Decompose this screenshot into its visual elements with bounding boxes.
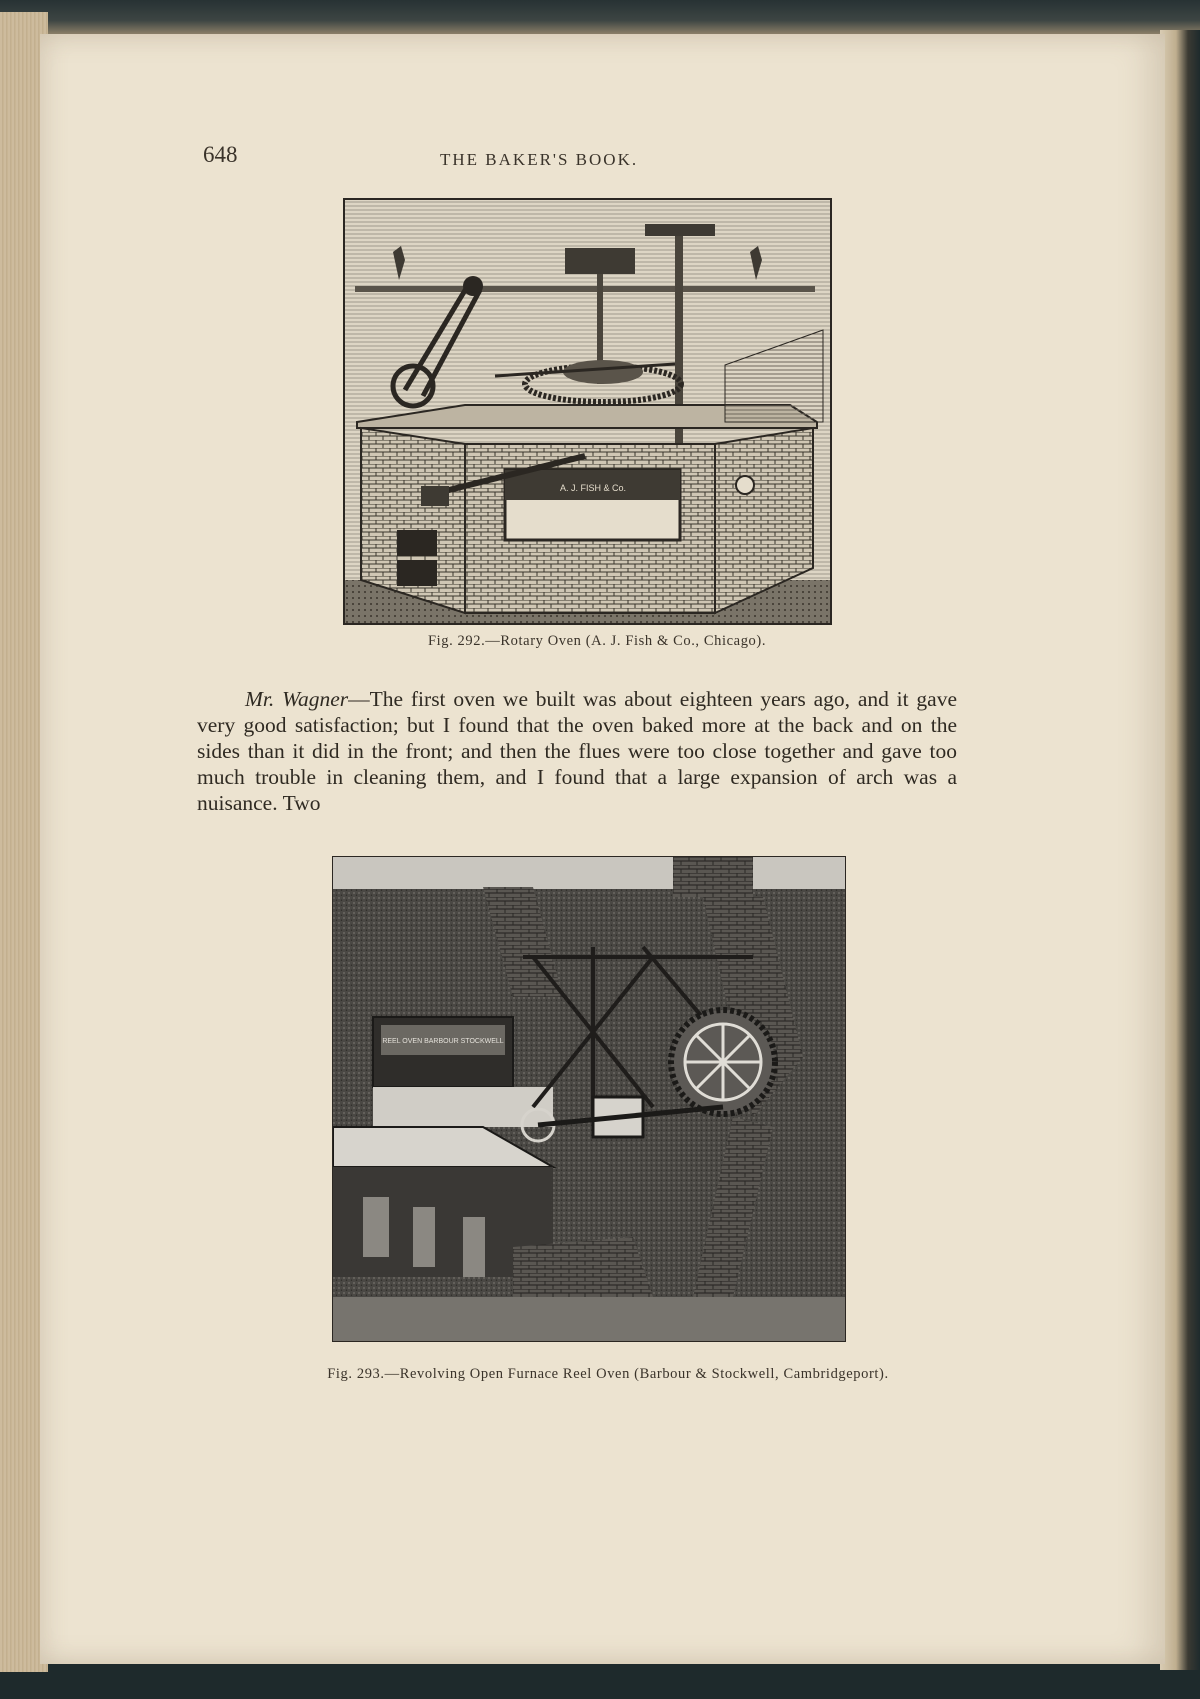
- speaker-name: Mr. Wagner: [245, 687, 349, 711]
- reel-oven-plate-text: REEL OVEN BARBOUR STOCKWELL: [382, 1038, 504, 1045]
- book-right-edge: [1160, 30, 1200, 1670]
- book-top-edge: [0, 0, 1200, 34]
- running-head: THE BAKER'S BOOK.: [440, 150, 639, 169]
- oven-plate-text: A. J. FISH & Co.: [559, 483, 627, 493]
- paragraph-text: —The first oven we built was about eighteen years ago, and it gave very good satisfaction; but I found that the oven baked more at the back and on the sides than it did in the front; and then the flues were too close together and gave too much trouble in cleaning them, and I found that a large expansion of arch was a nuisance. Two: [197, 687, 957, 815]
- figure-reel-oven: [332, 856, 846, 1342]
- figure-292-caption: Fig. 292.—Rotary Oven (A. J. Fish & Co., Chicago).: [427, 633, 767, 649]
- page-number: 648: [203, 142, 238, 167]
- figure-rotary-oven: [343, 198, 832, 625]
- figure-293-caption: Fig. 293.—Revolving Open Furnace Reel Oven (Barbour & Stockwell, Cambridgeport).: [327, 1366, 889, 1382]
- body-paragraph: [197, 686, 957, 816]
